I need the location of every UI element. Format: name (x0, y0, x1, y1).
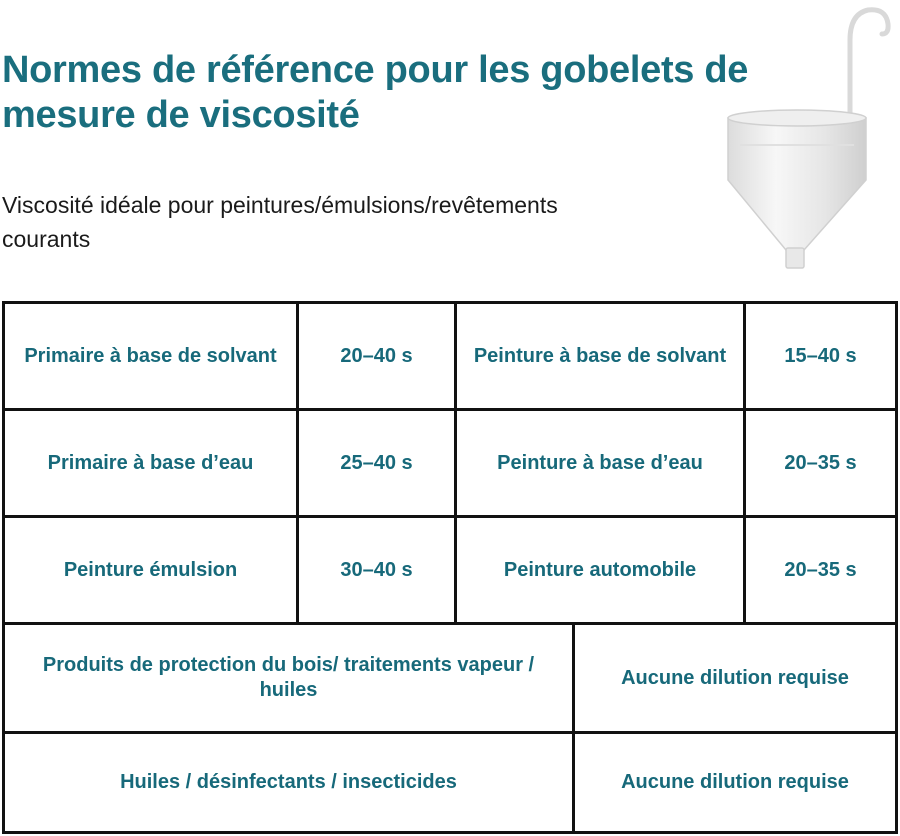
table-cell: 20–35 s (746, 411, 895, 515)
table-cell: Peinture à base de solvant (457, 304, 743, 408)
table-cell: Aucune dilution requise (575, 625, 895, 731)
table-cell: Aucune dilution requise (575, 734, 895, 831)
table-row (5, 734, 895, 831)
table-row (5, 518, 895, 622)
page-subtitle: Viscosité idéale pour peintures/émulsions/revêtements courants (2, 192, 558, 252)
viscosity-cup-icon (700, 0, 900, 280)
table-cell: 30–40 s (299, 518, 454, 622)
table-cell: 20–40 s (299, 304, 454, 408)
table-cell: 15–40 s (746, 304, 895, 408)
table-cell: 25–40 s (299, 411, 454, 515)
page-title: Normes de référence pour les gobelets de mesure de viscosité (2, 49, 749, 136)
table-cell: Huiles / désinfectants / insecticides (5, 734, 572, 831)
table-cell: Peinture émulsion (5, 518, 296, 622)
table-row (5, 411, 895, 515)
table-cell: Primaire à base d’eau (5, 411, 296, 515)
table-cell: Peinture à base d’eau (457, 411, 743, 515)
table-row (5, 625, 895, 731)
table-row (5, 304, 895, 408)
viscosity-table (2, 301, 898, 834)
table-cell: Primaire à base de solvant (5, 304, 296, 408)
table-cell: 20–35 s (746, 518, 895, 622)
table-cell: Peinture automobile (457, 518, 743, 622)
table-cell: Produits de protection du bois/ traitements vapeur / huiles (5, 625, 572, 731)
